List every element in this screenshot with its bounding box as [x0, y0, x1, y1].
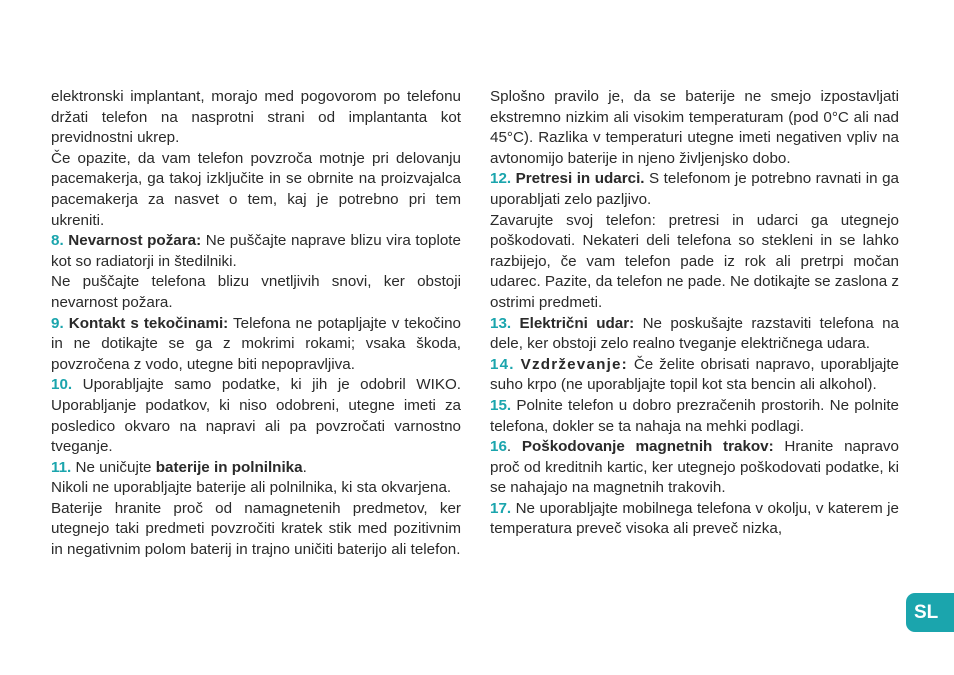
- section-11: [51, 458, 461, 479]
- section-heading: Kontakt s tekočinami:: [68, 314, 229, 332]
- section-heading: Vzdrževanje:: [520, 355, 628, 373]
- right-column: [490, 87, 899, 540]
- section-8: [51, 231, 461, 272]
- section-heading: Pretresi in udarci.: [515, 170, 645, 188]
- paragraph: Nikoli ne uporabljajte baterije ali polnilnika, ki sta okvarjena.: [51, 479, 452, 497]
- section-text: Ne uporabljajte mobilnega telefona v okolju, v katerem je temperatura preveč visoka ali preveč nizka,: [490, 499, 899, 538]
- section-heading: baterije in polnilnika: [155, 458, 303, 476]
- section-9: [51, 314, 461, 376]
- section-number: 17.: [490, 499, 512, 517]
- section-number: 13.: [490, 314, 512, 332]
- section-17: [490, 499, 899, 540]
- section-heading: Nevarnost požara:: [68, 232, 202, 250]
- section-text: Polnite telefon u dobro prezračenih prostorih. Ne polnite telefona, dokler se ta nahaja na mehki podlagi.: [490, 396, 899, 435]
- section-text: Uporabljajte samo podatke, ki jih je odobril WIKO. Uporabljanje podatkov, ki niso odobreni, utegne imeti za posledico okvaro na napravi ali pa povzročati varnostno tveganje.: [51, 376, 461, 456]
- section-14: [490, 355, 899, 396]
- section-number: 14.: [490, 355, 515, 373]
- section-text: Ne uničujte: [75, 458, 152, 476]
- section-10: [51, 375, 461, 457]
- section-number: 16: [490, 438, 507, 456]
- section-number: 12.: [490, 170, 512, 188]
- section-heading: Poškodovanje magnetnih trakov:: [521, 438, 774, 456]
- section-punctuation: .: [506, 438, 512, 456]
- left-column: [51, 87, 461, 561]
- paragraph: Če opazite, da vam telefon povzroča motnje pri delovanju pacemakerja, ga takoj izključite in se obrnite na proizvajalca pacemakerja za nasvet o tem, kaj je potrebno pri tem ukreniti.: [51, 149, 461, 229]
- section-text: Hranite napravo proč od kreditnih kartic, ker utegnejo poškodovati podatke, ki se nahajajo na magnetnih trakovih.: [490, 438, 899, 497]
- section-text: Ne puščajte naprave blizu vira toplote kot so radiatorji in štedilniki.: [51, 232, 461, 270]
- section-punctuation: .: [302, 458, 307, 476]
- paragraph: Zavarujte svoj telefon: pretresi in udarci ga utegnejo poškodovati. Nekateri deli telefona so stekleni in se lahko razbijejo, če vam telefon pade iz rok ali pretrpi močan udarec. Pazite, da telefon ne pade. Ne dotikajte se zaslona z ostrimi predmeti.: [490, 211, 899, 311]
- section-text: Telefona ne potapljajte v tekočino in ne dotikajte se ga z mokrimi rokami; vsaka škoda, povzročena z vodo, utegne biti nepopravljiva.: [51, 314, 461, 373]
- section-12: [490, 169, 899, 210]
- section-number: 15.: [490, 396, 512, 414]
- paragraph: Splošno pravilo je, da se baterije ne smejo izpostavljati ekstremno nizkim ali visokim temperaturam (pod 0°C ali nad 45°C). Razlika v temperaturi utegne imeti negativen vpliv na avtonomijo baterije in njeno življenjsko dobo.: [490, 88, 899, 167]
- section-number: 10.: [51, 376, 73, 394]
- section-number: 9.: [51, 314, 64, 332]
- language-tab: SL: [906, 593, 954, 632]
- section-16: [490, 437, 899, 499]
- section-text: Če želite obrisati napravo, uporabljajte suho krpo (ne uporabljajte topil kot sta bencin ali alkohol).: [490, 355, 899, 394]
- section-13: [490, 314, 899, 355]
- paragraph: Ne puščajte telefona blizu vnetljivih snovi, ker obstoji nevarnost požara.: [51, 273, 461, 311]
- section-15: [490, 396, 899, 437]
- paragraph: Baterije hranite proč od namagnetenih predmetov, ker utegnejo taki predmeti povzročiti kratek stik med pozitivnim in negativnim polom baterij in trajno uničiti baterijo ali telefon.: [51, 499, 461, 559]
- section-text: S telefonom je potrebno ravnati in ga uporabljati zelo pazljivo.: [490, 170, 899, 208]
- paragraph: elektronski implantant, morajo med pogovorom po telefonu držati telefon na nasprotni strani od implantanta kot previdnostni ukrep.: [51, 88, 461, 147]
- section-heading: Električni udar:: [519, 314, 635, 332]
- section-text: Ne poskušajte razstaviti telefona na dele, ker obstoji zelo realno tveganje električnega udara.: [490, 314, 899, 353]
- section-number: 8.: [51, 232, 64, 250]
- section-number: 11.: [51, 458, 72, 476]
